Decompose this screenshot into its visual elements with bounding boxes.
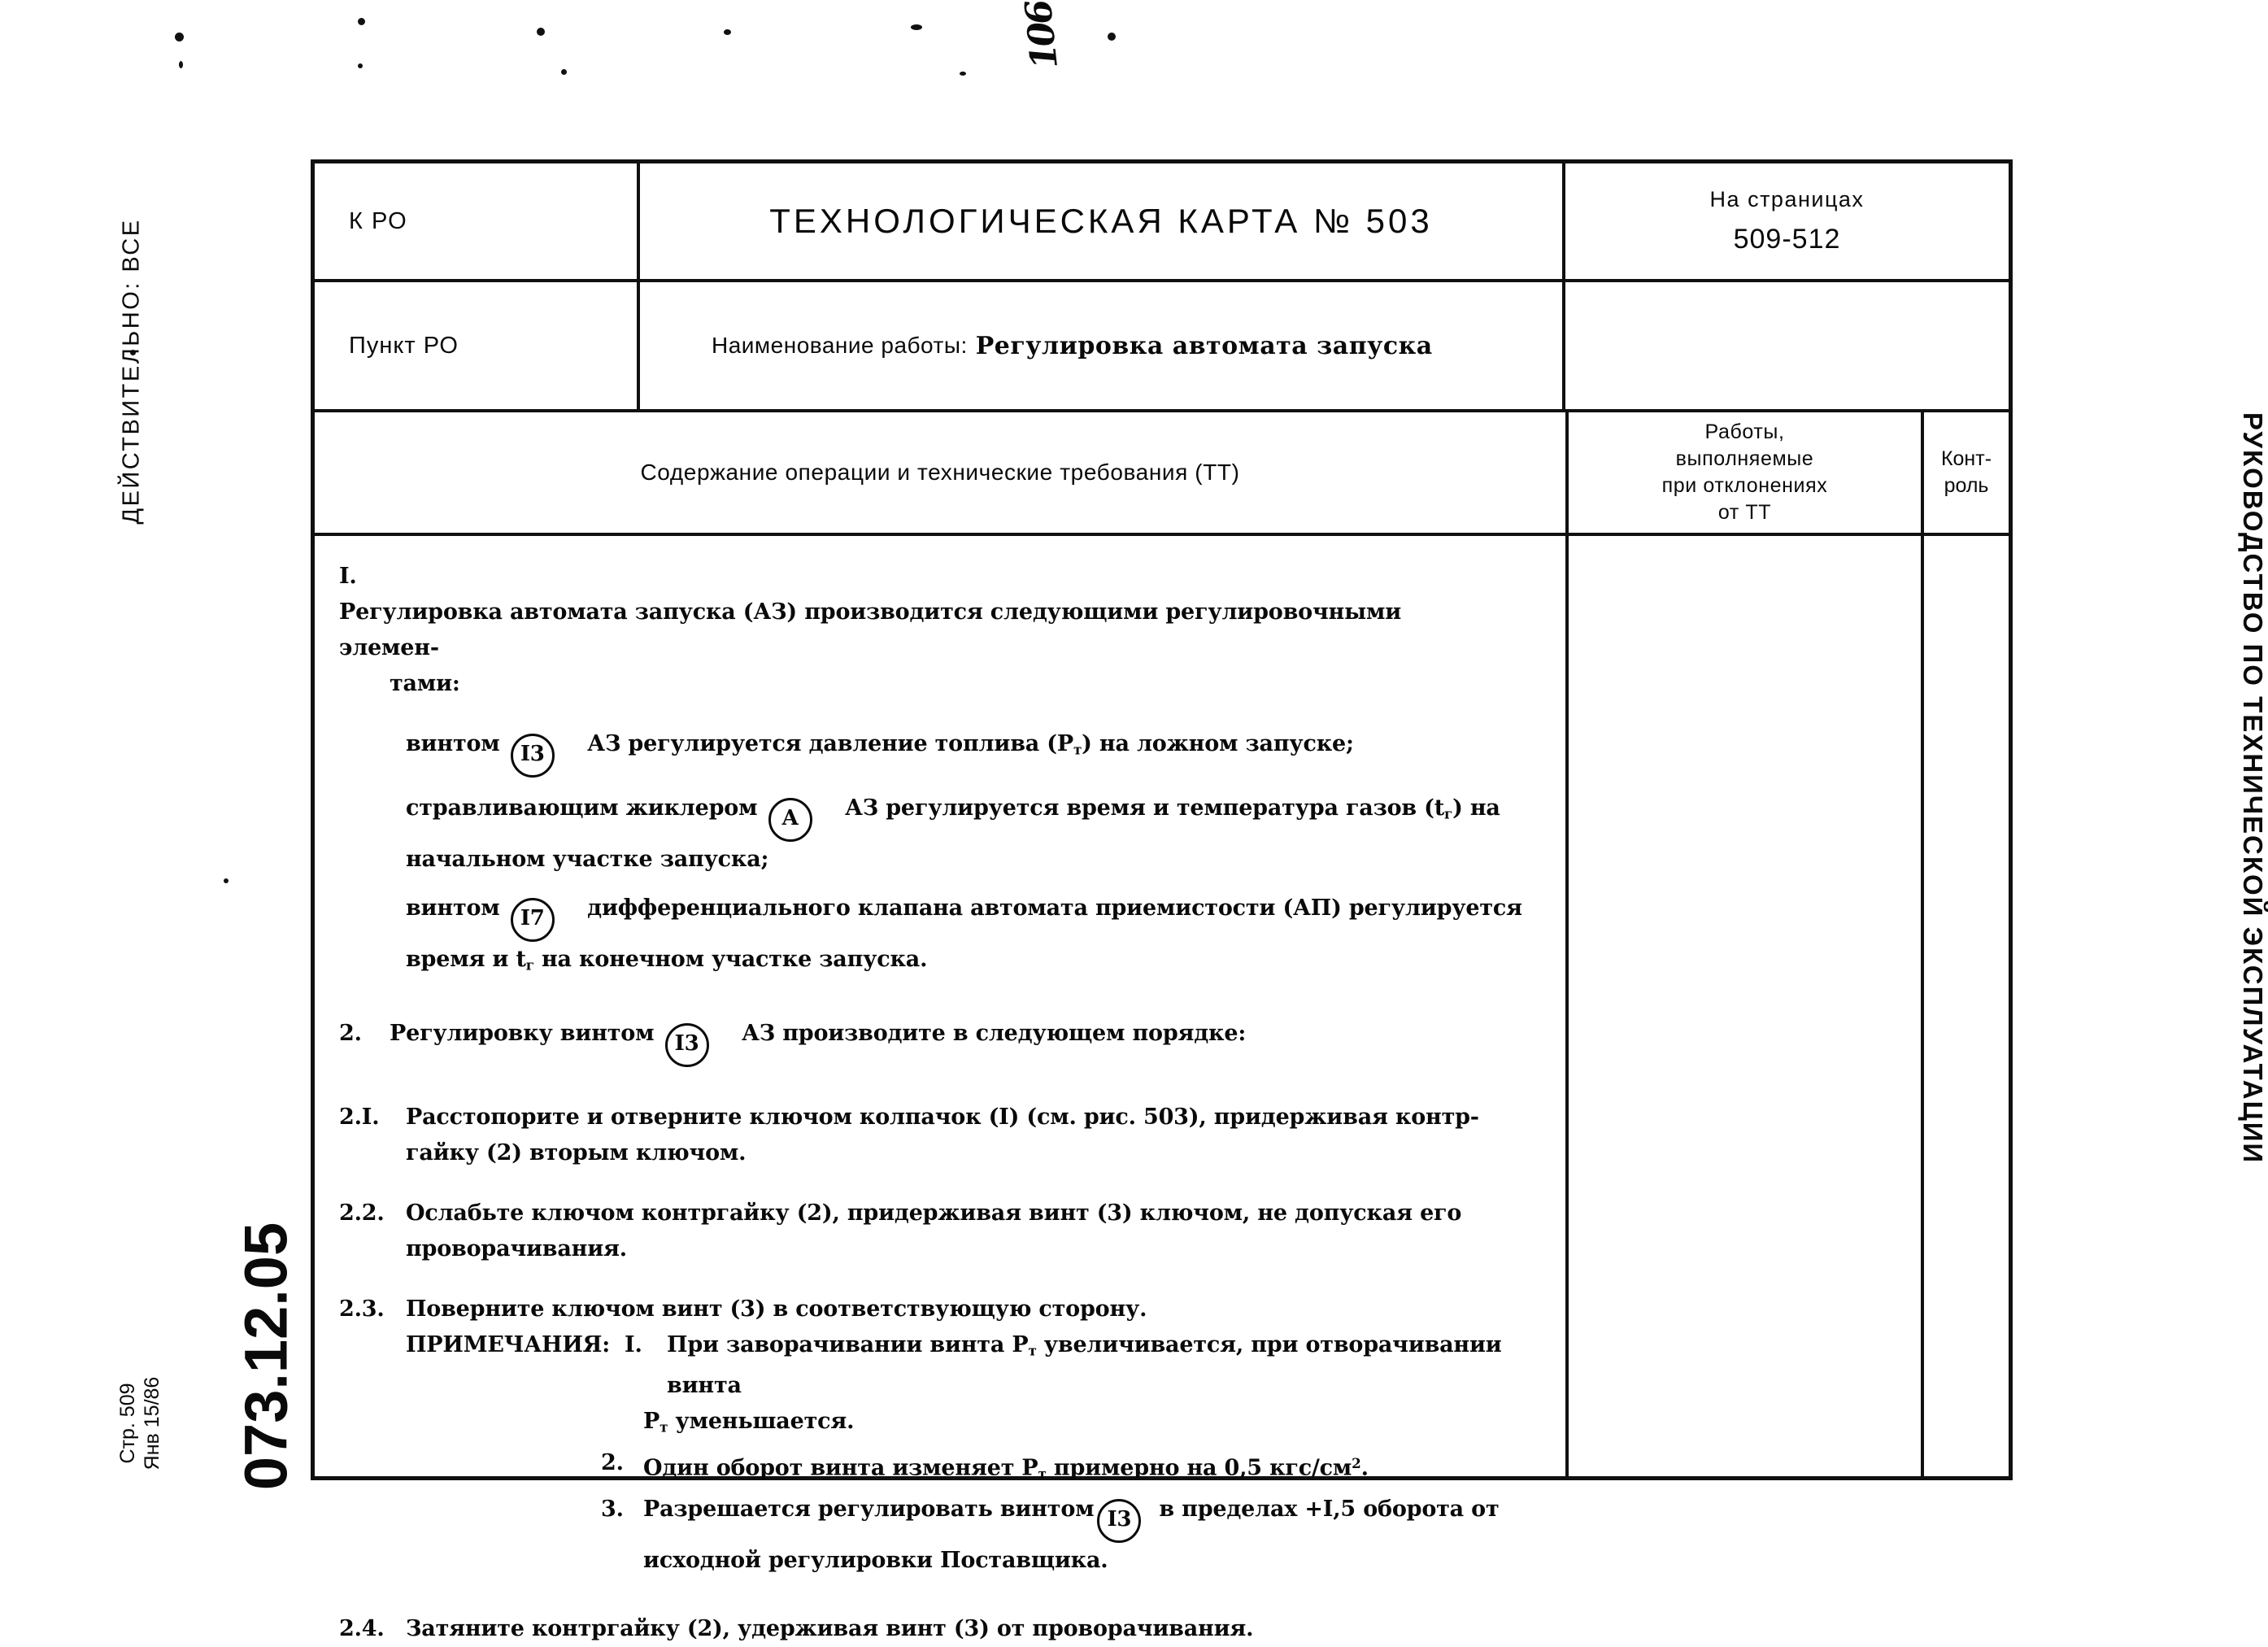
note-row	[601, 1445, 1541, 1492]
note-text	[643, 1404, 1541, 1445]
scan-speck	[175, 33, 184, 41]
note-subscript: т	[1038, 1466, 1047, 1483]
pages-cell	[1565, 163, 2009, 279]
note-subscript: т	[1028, 1342, 1037, 1359]
list-item	[339, 891, 1541, 942]
work-name-cell	[640, 282, 1565, 409]
document-number: 073.12.05	[232, 1222, 300, 1491]
item-continuation	[339, 1135, 1541, 1171]
punkt-cell	[315, 282, 640, 409]
item-text: Расстопорите и отверните ключом колпачок (I) (см. рис. 503), придерживая контр-	[406, 1104, 1479, 1130]
content-column-label: Содержание операции и технические требования (ТТ)	[640, 460, 1240, 485]
kro-cell	[315, 163, 640, 279]
bullet-subscript: т	[1073, 741, 1082, 758]
item-number: 2.3.	[339, 1296, 385, 1322]
note-subscript: т	[660, 1419, 668, 1436]
card-title-cell	[640, 163, 1565, 279]
note-text-b: увеличивается, при отворачивании винта	[667, 1331, 1502, 1399]
bullet-text-line2-b: на конечном участке запуска.	[533, 947, 928, 972]
note-index-spacer	[601, 1404, 643, 1445]
page-title: ТЕХНОЛОГИЧЕСКАЯ КАРТА № 503	[769, 202, 1433, 240]
list-item	[339, 1016, 1541, 1067]
revision-date-label: Янв 15/86	[141, 1376, 163, 1471]
item-text-line2: проворачивания.	[406, 1235, 627, 1261]
note-text	[667, 1327, 1541, 1405]
note-text-b: уменьшается.	[668, 1409, 855, 1435]
content-column-header	[315, 412, 1569, 533]
pages-range: 509-512	[1733, 224, 1841, 255]
scan-speck	[179, 61, 183, 68]
deviations-label-line4: от ТТ	[1717, 501, 1772, 524]
notes-block	[339, 1327, 1541, 1579]
callout-circle-13: I3	[1097, 1499, 1141, 1543]
item-text-line2: гайку (2) вторым ключом.	[406, 1139, 747, 1166]
item-continuation	[339, 842, 1541, 878]
note-superscript: 2	[1352, 1455, 1361, 1472]
table-row	[315, 282, 2009, 412]
page-number-label: Стр. 509	[116, 1383, 139, 1464]
control-label-line1: Конт-	[1940, 447, 1992, 470]
note-text-a: Разрешается регулировать винтом	[643, 1497, 1095, 1523]
note-text	[643, 1445, 1541, 1492]
control-column-header	[1924, 412, 2009, 533]
bullet-text-after: ) на ложном запуске;	[1082, 731, 1354, 756]
table-row	[315, 163, 2009, 282]
note-index: 3.	[601, 1497, 624, 1523]
item-continuation	[339, 1231, 1541, 1267]
note-text-a: Р	[643, 1409, 660, 1435]
pages-label: На страницах	[1709, 187, 1865, 211]
deviations-label-line1: Работы,	[1704, 420, 1785, 443]
list-item	[339, 791, 1541, 842]
bullet-prefix: винтом	[406, 895, 500, 921]
control-label-line2: роль	[1944, 474, 1989, 497]
bullet-prefix: стравливающим жиклером	[406, 795, 758, 821]
deviations-column-header	[1569, 412, 1924, 533]
list-item	[339, 726, 1541, 778]
callout-circle-a: А	[768, 798, 812, 842]
deviations-content-cell	[1569, 536, 1924, 1476]
scan-speck	[911, 24, 922, 30]
note-index: 2.	[601, 1450, 624, 1476]
bullet-text-line2-a: время и t	[406, 947, 526, 972]
scan-speck	[224, 878, 229, 883]
control-content-cell	[1924, 536, 2009, 1476]
list-item	[339, 559, 1541, 666]
list-item	[339, 1100, 1541, 1135]
handwritten-page-number: 106	[1017, 0, 1067, 72]
punkt-label: Пункт РО	[349, 332, 459, 359]
item-text: Поверните ключом винт (3) в соответствующую сторону.	[406, 1296, 1147, 1322]
scan-speck	[724, 29, 731, 35]
item-number: I.	[339, 564, 357, 589]
note-row	[601, 1404, 1541, 1445]
bullet-text-after: ) на	[1452, 795, 1500, 821]
item-number: 2.	[339, 1020, 362, 1046]
item-continuation	[339, 666, 1541, 702]
note-text	[643, 1492, 1541, 1543]
item-number: 2.2.	[339, 1200, 385, 1226]
note-text-b: примерно на 0,5 кгс/см	[1046, 1455, 1352, 1481]
blank-cell	[1565, 282, 2009, 409]
note-text-b: в пределах +I,5 оборота от	[1159, 1497, 1500, 1523]
note-index-spacer	[601, 1543, 643, 1579]
bullet-subscript: г	[525, 956, 534, 974]
note-text-a: При заворачивании винта Р	[667, 1331, 1029, 1357]
scan-speck	[960, 72, 966, 76]
kro-label: К РО	[349, 207, 408, 234]
list-item	[339, 1196, 1541, 1231]
item-text: Затяните контргайку (2), удерживая винт (3) от проворачивания.	[406, 1616, 1254, 1642]
item-text: Ослабьте ключом контргайку (2), придерживая винт (3) ключом, не допуская его	[406, 1200, 1462, 1226]
bullet-text: дифференциального клапана автомата приемистости (АП) регулируется	[587, 895, 1522, 921]
scan-speck	[358, 63, 363, 68]
scan-speck	[358, 18, 365, 25]
technology-card-table	[311, 159, 2013, 1642]
item-continuation	[339, 942, 1541, 983]
bullet-subscript: г	[1444, 805, 1453, 822]
callout-circle-13: I3	[665, 1023, 709, 1067]
note-index: I.	[625, 1331, 642, 1357]
bullet-prefix: винтом	[406, 731, 500, 756]
table-header-row	[315, 412, 2009, 536]
scan-speck	[561, 69, 567, 75]
table-body-row	[315, 536, 2009, 1642]
bullet-text: АЗ регулируется давление топлива (Р	[587, 731, 1073, 756]
notes-label: ПРИМЕЧАНИЯ:	[406, 1331, 611, 1357]
callout-circle-17: I7	[511, 898, 555, 942]
work-name-value: Регулировка автомата запуска	[975, 331, 1433, 360]
note-text-a: Один оборот винта изменяет Р	[643, 1455, 1038, 1481]
item-text-after: АЗ производите в следующем порядке:	[741, 1020, 1247, 1046]
manual-title-vertical: РУКОВОДСТВО ПО ТЕХНИЧЕСКОЙ ЭКСПЛУАТАЦИИ	[2238, 412, 2268, 1165]
work-name-label: Наименование работы:	[712, 333, 968, 358]
deviations-label-line2: выполняемые	[1675, 447, 1814, 470]
deviations-label-line3: при отклонениях	[1661, 474, 1828, 497]
item-number: 2.I.	[339, 1104, 380, 1130]
note-text-line2: исходной регулировки Поставщика.	[643, 1548, 1108, 1574]
validity-note: ДЕЙСТВИТЕЛЬНО: ВСЕ	[118, 218, 145, 525]
callout-circle-13: I3	[511, 734, 555, 778]
scan-speck	[537, 28, 545, 36]
note-row	[406, 1327, 1541, 1405]
note-row	[601, 1543, 1541, 1579]
list-item	[339, 1292, 1541, 1327]
note-row	[601, 1492, 1541, 1543]
note-text-c: .	[1360, 1455, 1369, 1481]
bullet-text-line2: начальном участке запуска;	[406, 847, 769, 872]
list-item	[339, 1611, 1541, 1647]
item-text-line2: тами:	[390, 671, 460, 696]
page-footer-block	[115, 1322, 164, 1525]
item-text-before: Регулировку винтом	[390, 1020, 655, 1046]
item-number: 2.4.	[339, 1616, 385, 1642]
item-text: Регулировка автомата запуска (АЗ) производится следующими регулировочными элемен-	[339, 599, 1402, 660]
operation-content-cell	[315, 536, 1569, 1642]
scan-speck	[1108, 33, 1116, 41]
bullet-text: АЗ регулируется время и температура газов (t	[844, 795, 1445, 821]
